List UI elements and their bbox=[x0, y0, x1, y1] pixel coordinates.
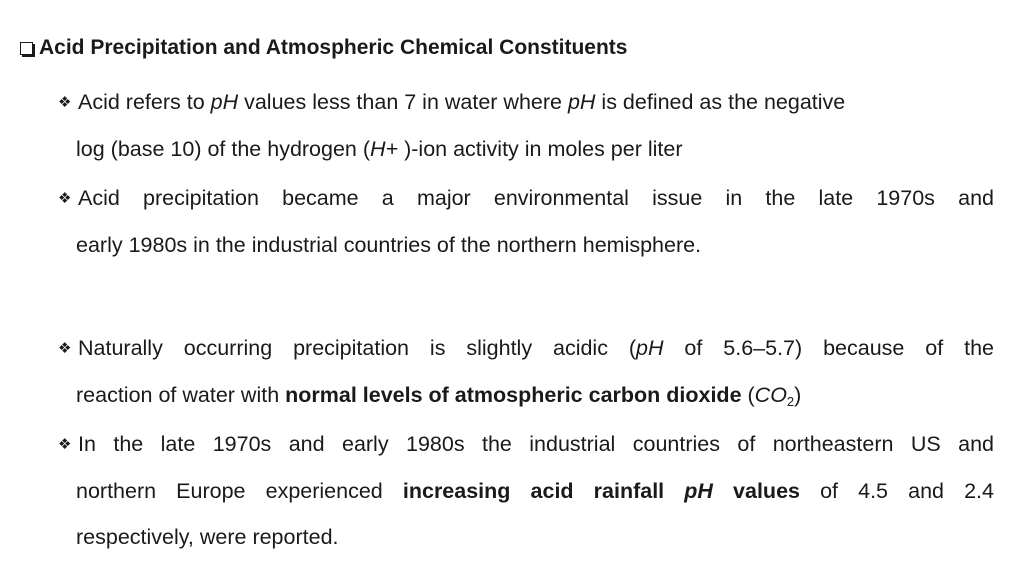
text-run: northern Europe experienced bbox=[76, 479, 403, 503]
bullet-industrial-countries bbox=[58, 421, 994, 560]
text-run: Acid precipitation became a major environmental issue in the late 1970s and bbox=[78, 186, 994, 210]
text-run: of 4.5 and 2.4 bbox=[799, 479, 994, 503]
text-run: of 5.6–5.7) because of the bbox=[663, 336, 994, 360]
bold-phrase: values bbox=[712, 479, 800, 503]
slide-heading bbox=[20, 36, 627, 60]
diamond-bullet-icon: ❖ bbox=[58, 340, 72, 357]
ph-term: pH bbox=[567, 90, 596, 114]
co2-subscript: 2 bbox=[786, 394, 795, 409]
square-bullet-icon bbox=[20, 42, 33, 55]
bullet-ph-definition bbox=[58, 79, 994, 172]
text-run: In the late 1970s and early 1980s the industrial countries of northeastern US and bbox=[78, 432, 994, 456]
text-run: values less than 7 in water where bbox=[238, 90, 568, 114]
text-run: log (base 10) of the hydrogen ( bbox=[76, 137, 371, 161]
text-run: )-ion activity in moles per liter bbox=[398, 137, 683, 161]
hydrogen-ion-term: H+ bbox=[370, 137, 399, 161]
text-run: ( bbox=[741, 383, 755, 407]
text-run: Acid refers to bbox=[78, 90, 211, 114]
bullet-line: respectively, were reported. bbox=[76, 525, 339, 549]
bold-phrase: normal levels of atmospheric carbon dioxide bbox=[285, 383, 742, 407]
ph-term: pH bbox=[684, 479, 713, 503]
bullet-line bbox=[58, 325, 994, 372]
bullet-line bbox=[58, 372, 994, 418]
bold-phrase: increasing acid rainfall bbox=[402, 479, 685, 503]
bullet-line bbox=[58, 421, 994, 468]
bullet-line bbox=[58, 175, 994, 222]
bullet-line bbox=[58, 126, 994, 172]
diamond-bullet-icon: ❖ bbox=[58, 190, 72, 207]
ph-term: pH bbox=[636, 336, 664, 360]
text-run: Naturally occurring precipitation is slightly acidic ( bbox=[78, 336, 637, 360]
diamond-bullet-icon: ❖ bbox=[58, 94, 72, 111]
bullet-line: early 1980s in the industrial countries of the northern hemisphere. bbox=[76, 233, 702, 257]
text-run: is defined as the negative bbox=[595, 90, 846, 114]
co2-term: CO bbox=[754, 383, 787, 407]
text-run: ) bbox=[794, 383, 802, 407]
diamond-bullet-icon: ❖ bbox=[58, 436, 72, 453]
bullet-line-content bbox=[58, 90, 845, 114]
bullet-line bbox=[58, 468, 994, 514]
bullet-line bbox=[58, 79, 994, 126]
bullet-acid-precipitation-issue bbox=[58, 175, 994, 268]
ph-term: pH bbox=[210, 90, 239, 114]
text-run: reaction of water with bbox=[76, 383, 286, 407]
bullet-natural-precipitation bbox=[58, 325, 994, 418]
heading-text: Acid Precipitation and Atmospheric Chemical Constituents bbox=[39, 36, 628, 59]
